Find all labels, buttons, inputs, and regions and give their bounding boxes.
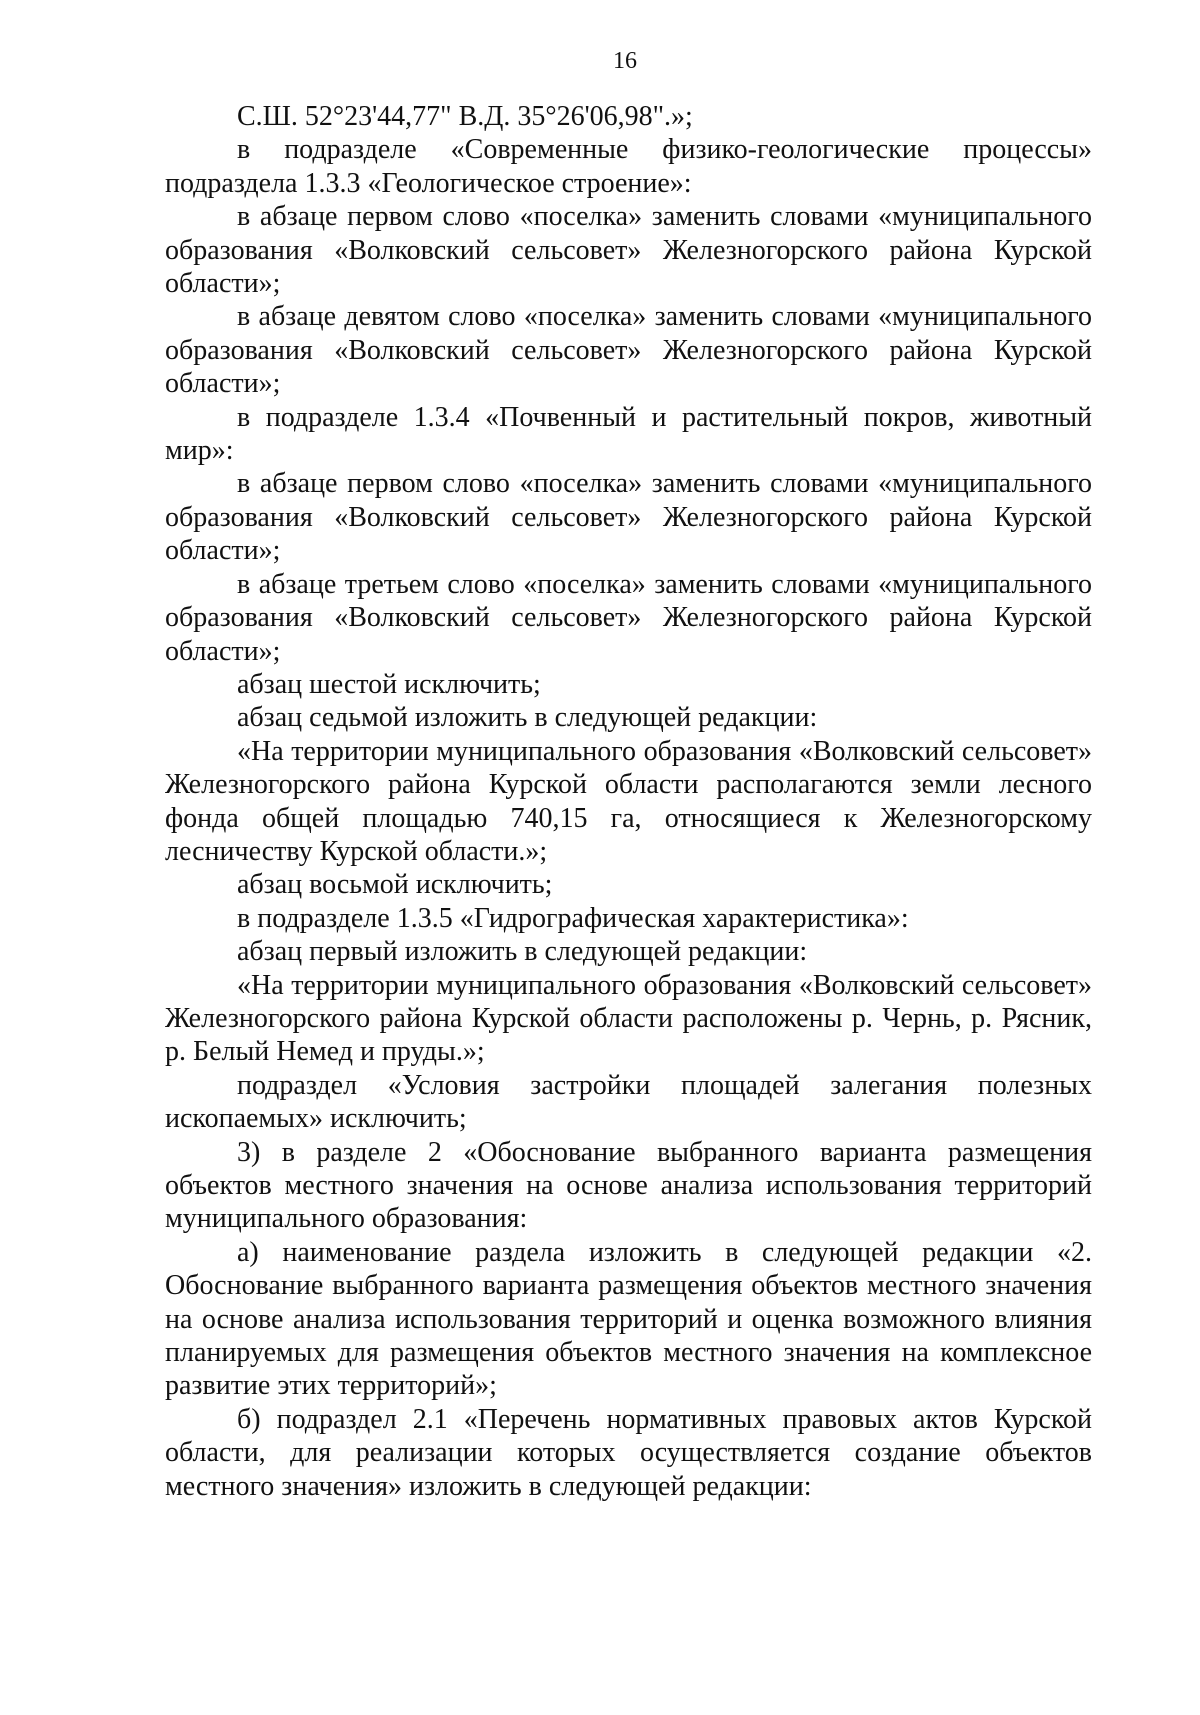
paragraph: «На территории муниципального образования «Волковский сельсовет» Железногорского района Курской области располагаются земли лесного фонда общей площадью 740,15 га, относящиеся к Железногорскому лесничеству Курской области.»; [165,735,1092,867]
paragraph: в подразделе «Современные физико-геологические процессы» подраздела 1.3.3 «Геологическое строение»: [165,134,1092,199]
paragraph: абзац седьмой изложить в следующей редакции: [237,702,818,734]
paragraph: в подразделе 1.3.5 «Гидрографическая характеристика»: [237,902,909,934]
paragraph: в абзаце первом слово «поселка» заменить словами «муниципального образования «Волковский сельсовет» Железногорского района Курской области»; [165,201,1092,300]
paragraph: «На территории муниципального образования «Волковский сельсовет» Железногорского района Курской области расположены р. Чернь, р. Рясник, р. Белый Немед и пруды.»; [165,969,1092,1068]
paragraph: в абзаце девятом слово «поселка» заменить словами «муниципального образования «Волковский сельсовет» Железногорского района Курской области»; [165,301,1092,400]
paragraph: С.Ш. 52°23'44,77" В.Д. 35°26'06,98".»; [237,101,693,132]
paragraph: 3) в разделе 2 «Обоснование выбранного варианта размещения объектов местного значения на основе анализа использования территорий муниципального образования: [165,1136,1092,1235]
paragraph: а) наименование раздела изложить в следующей редакции «2. Обоснование выбранного варианта размещения объектов местного значения на основе анализа использования территорий и оценка возможного влияния планируемых для размещения объектов местного значения на комплексное развитие этих территорий»; [165,1236,1092,1402]
paragraph: абзац шестой исключить; [237,668,541,700]
paragraph: в подразделе 1.3.4 «Почвенный и растительный покров, животный мир»: [165,401,1092,467]
page-number: 16 [613,48,637,74]
paragraph: подраздел «Условия застройки площадей залегания полезных ископаемых» исключить; [165,1069,1092,1135]
paragraph: абзац первый изложить в следующей редакции: [237,936,808,968]
paragraph: б) подраздел 2.1 «Перечень нормативных правовых актов Курской области, для реализации которых осуществляется создание объектов местного значения» изложить в следующей редакции: [165,1403,1092,1502]
paragraph: в абзаце первом слово «поселка» заменить словами «муниципального образования «Волковский сельсовет» Железногорского района Курской области»; [165,468,1092,567]
paragraph: абзац восьмой исключить; [237,869,553,901]
paragraph: в абзаце третьем слово «поселка» заменить словами «муниципального образования «Волковский сельсовет» Железногорского района Курской области»; [165,568,1092,667]
document-body [165,100,1092,1503]
